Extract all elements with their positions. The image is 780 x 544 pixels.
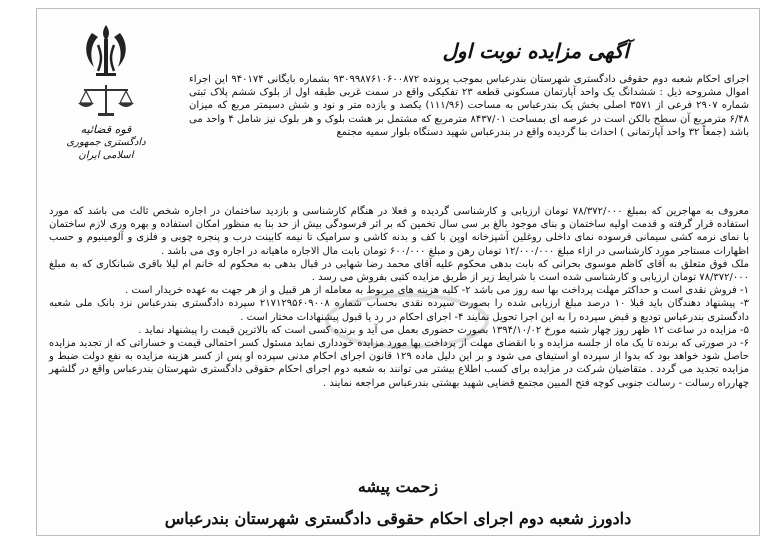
notice-paragraph: ۵- مزایده در ساعت ۱۲ ظهر روز چهار شنبه مورخ ۱۳۹۴/۱۰/۰۲ بصورت حضوری بعمل می آید و برنده کسی است که بالاترین قیمت را پیشنهاد نماید . [138,324,749,336]
notice-title: آگهی مزایده نوبت اول [442,39,629,63]
notice-paragraph: اجرای احکام شعبه دوم حقوقی دادگستری شهرستان بندرعباس بموجب پرونده ۹۳۰۹۹۸۷۶۱۰۶۰۰۸۷۲ بشماره بایگانی ۹۴۰۱۷۴ این اجراء اموال مشروحه ذیل : ششدانگ یک واحد آپارتمان مسکونی قطعه ۲۳ تفکیکی واقع در سمت غربی طبقه اول از بلوک ششم پلاک ثبتی شماره ۲۹۰۷ فرعی از ۳۵۷۱ اصلی بخش یک بندرعباس به مساحت (۱۱۱/۹۶) یکصد و یازده متر و نود و شش دسیمتر مربع که میزان ۶/۴۸ مترمربع آن سطح بالکن است در عرصه ای بمساحت ۸۴۳۷/۰۱ مترمربع که مشتمل بر هشت بلوک و هر بلوک نیز شامل ۴ واحد می باشد (جمعاً ۳۲ واحد آپارتمانی ) احداث بنا گردیده واقع در بندرعباس شهید دستگاه بلوار سمیه مجتمع [189,74,749,138]
judiciary-emblem [51,21,161,161]
notice-body [49,205,749,390]
notice-paragraph: ملک فوق متعلق به آقای کاظم موسوی بحرانی که بابت بدهی محکوم علیه آقای محمد رضا شهابی در قبال بدهی به محکوم له خانم ام لیلا باقری شبانکاری که به مبلغ ۷۸/۳۷۲/۰۰۰ تومان ارزیابی و کارشناسی شده است با شرایط زیر از طریق مزایده کتبی بفروش می رسد . [49,258,749,284]
emblem-caption-justice: دادگستری جمهوری اسلامی ایران [66,137,146,161]
notice-paragraph: ۶- در صورتی که برنده تا یک ماه از جلسه مزایده و با انقضای مهلت از پرداخت بها مورد مزایده خودداری نماید مسئول کسر احتمالی قیمت و خساراتی که از تجدید مزایده حاصل شود خواهد بود که بدوا از سپرده او استیفای می شود و بر این دلیل ماده ۱۲۹ قانون اجرای احکام مدنی سپرده او پس از کسر هزینه مزایده به نفع دولت ضبط و مزایده تجدید می گردد . متقاضیان شرکت در مزایده برای کسب اطلاع بیشتر می توانند به شعبه دوم اجرای احکام حقوقی دادگستری شهرستان بندرعباس واقع در گلشهر چهارراه رسالت - رسالت جنوبی کوچه فتح المبین مجتمع قضایی شهید بهشتی بندرعباس مراجعه نمایند . [49,338,749,389]
scales-of-justice-icon [74,81,138,121]
emblem-caption-judiciary: قوه قضائیه [80,123,132,136]
signatory-name: زحمت پیشه [357,477,439,496]
notice-paragraph: معروف به مهاجرین که بمبلغ ۷۸/۳۷۲/۰۰۰ تومان ارزیابی و کارشناسی گردیده و فعلا در هنگام کارشناسی و بازدید ساختمان در اجاره شخص ثالث می باشد که مورد استفاده قرار گرفته و قدمت اولیه ساختمان و بنای موجود بالغ بر سی سال تخمین که بر اثر فرسودگی بیش از حد بنا به منظور امکان استفاده و بهره وری لازم ساختمان با نمای نرمه کشی سیمانی فرسوده نمای داخلی روغلین آشپزخانه اوپن با کف و بدنه کاشی و سرامیک تا نیمه کابینت درب و پنجره چوبی و فلزی و آلومینیوم و حسب اظهارات مستاجر مورد کارشناسی در ازاء مبلغ ۱۲/۰۰۰/۰۰۰ تومان رهن و مبلغ ۶۰۰/۰۰۰ تومان بابت مال الاجاره ماهیانه در اجاره وی می باشد . [49,206,749,257]
notice-paragraph: ۱- فروش نقدی است و حداکثر مهلت پرداخت بها سه روز می باشد ۲- کلیه هزینه های مربوط به معامله از هر قبیل و از هر جهت به عهده خریدار است . [125,285,749,297]
notice-paragraph: ۳- پیشنهاد دهندگان باید قبلا ۱۰ درصد مبلغ ارزیابی شده را بصورت سپرده نقدی بحساب شماره ۲۱۷۱۲۹۵۶۰۹۰۰۸ سپرده دادگستری بندرعباس نزد بانک ملی شعبه دادگستری بندرعباس تودیع و قبض سپرده را به این اجرا تحویل نمایند ۴- اجرای احکام در رد یا قبول پیشنهادات مختار است . [49,298,749,323]
auction-notice [36,8,760,536]
notice-body-top [189,73,749,139]
signatory-title: دادورز شعبه دوم اجرای احکام حقوقی دادگستری شهرستان بندرعباس [164,509,632,528]
iran-emblem-icon [78,21,134,81]
